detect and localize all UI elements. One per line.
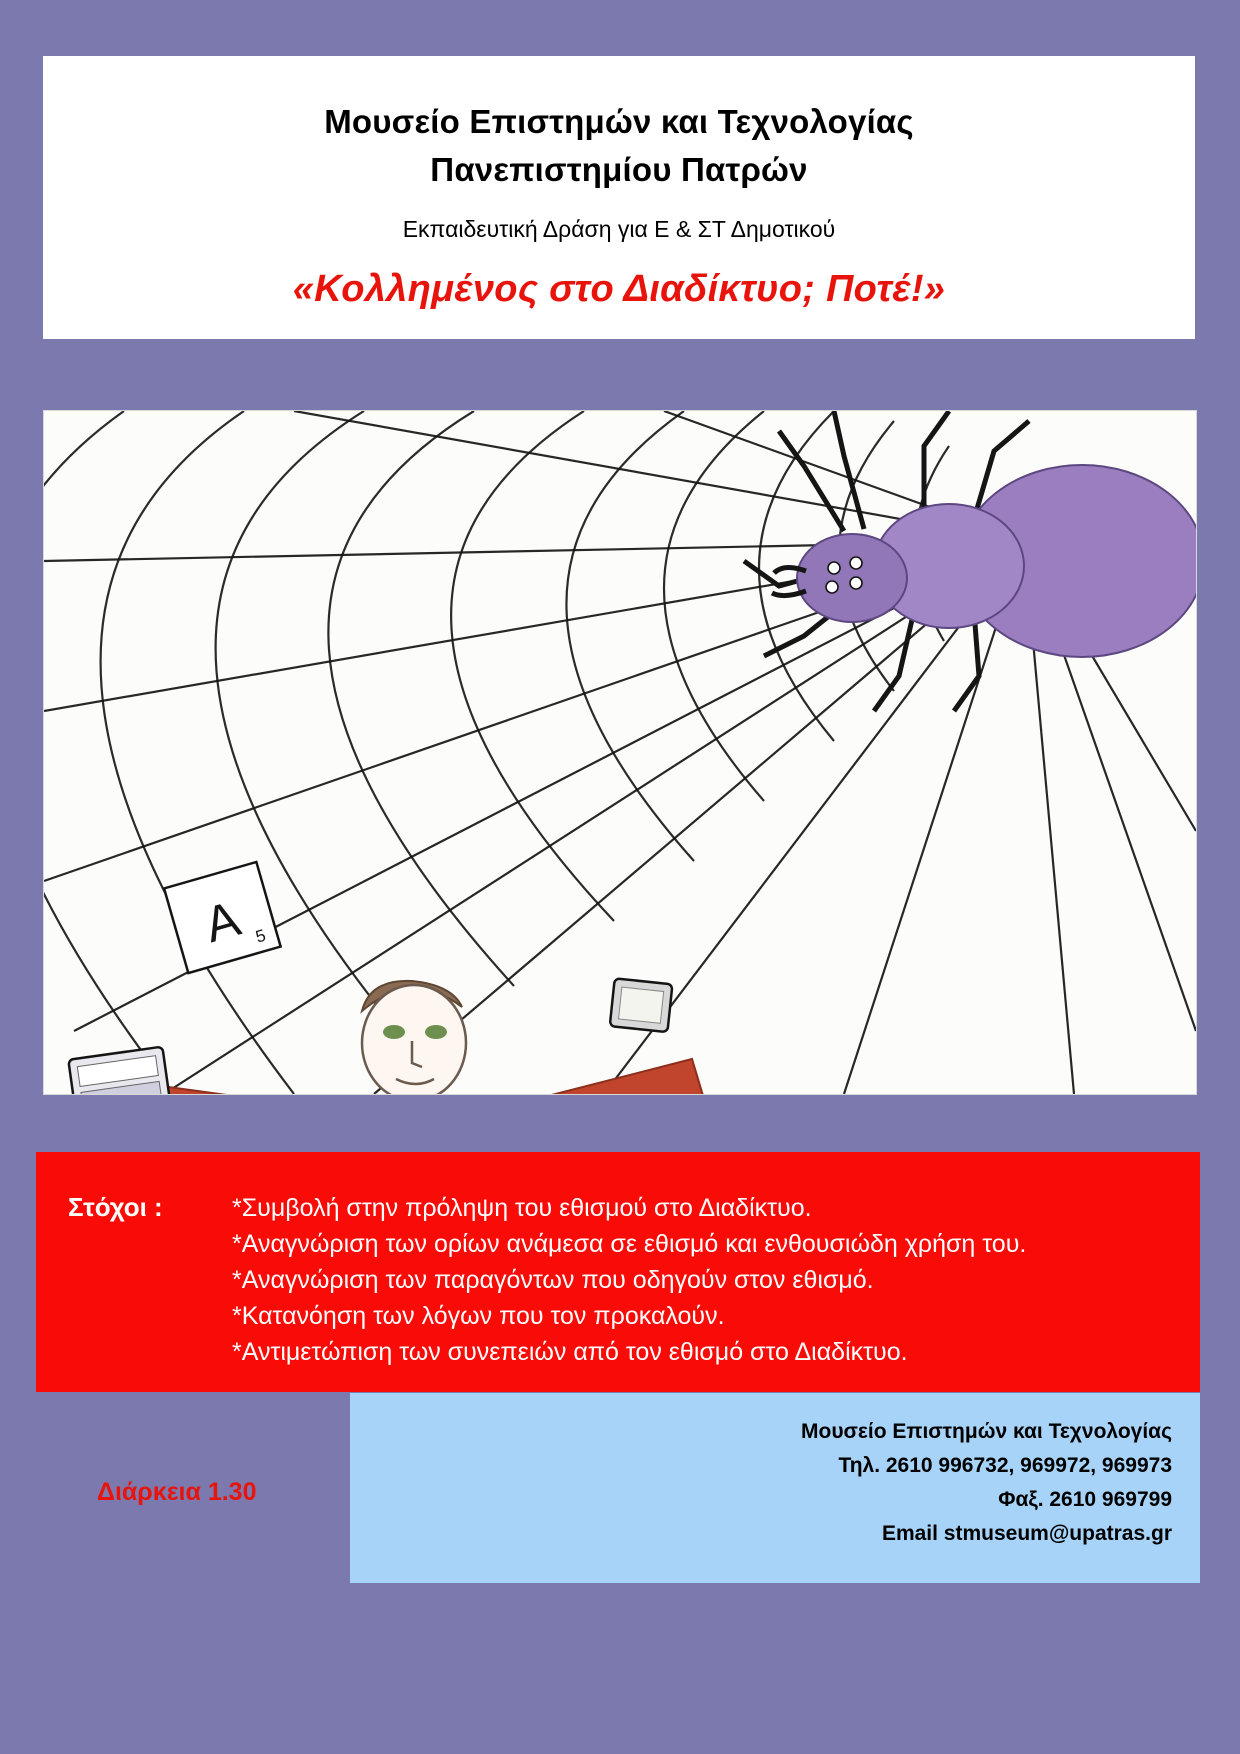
goals-panel xyxy=(36,1152,1200,1392)
goal-item: *Αντιμετώπιση των συνεπειών από τον εθισμό στο Διαδίκτυο. xyxy=(232,1338,908,1366)
goal-item: *Κατανόηση των λόγων που τον προκαλούν. xyxy=(232,1302,725,1330)
header-panel xyxy=(43,56,1195,339)
duration-label: Διάρκεια 1.30 xyxy=(97,1478,257,1506)
contact-email: Email stmuseum@upatras.gr xyxy=(881,1522,1172,1546)
poster-title: «Κολλημένος στο Διαδίκτυο; Ποτέ!» xyxy=(292,267,946,310)
svg-text:A: A xyxy=(198,890,246,954)
contact-museum-name: Μουσείο Επιστημών και Τεχνολογίας xyxy=(801,1420,1172,1443)
contact-panel xyxy=(350,1393,1200,1583)
contact-fax: Φαξ. 2610 969799 xyxy=(998,1488,1172,1512)
goal-item: *Αναγνώριση των παραγόντων που οδηγούν στον εθισμό. xyxy=(232,1266,874,1294)
artwork-image xyxy=(43,410,1197,1095)
goal-item: *Συμβολή στην πρόληψη του εθισμού στο Διαδίκτυο. xyxy=(232,1194,812,1222)
goal-item: *Αναγνώριση των ορίων ανάμεσα σε εθισμό και ενθουσιώδη χρήση του. xyxy=(232,1230,1027,1258)
goals-label: Στόχοι : xyxy=(68,1192,163,1222)
goals-list xyxy=(232,1190,1180,1370)
artwork-drawing xyxy=(44,411,1196,1094)
svg-text:5: 5 xyxy=(253,925,268,947)
contact-phone: Τηλ. 2610 996732, 969972, 969973 xyxy=(838,1454,1172,1478)
header-subtitle: Εκπαιδευτική Δράση για Ε & ΣΤ Δημοτικού xyxy=(402,215,836,242)
museum-name-line1: Μουσείο Επιστημών και Τεχνολογίας xyxy=(324,103,914,140)
museum-name-line2: Πανεπιστημίου Πατρών xyxy=(430,150,808,188)
